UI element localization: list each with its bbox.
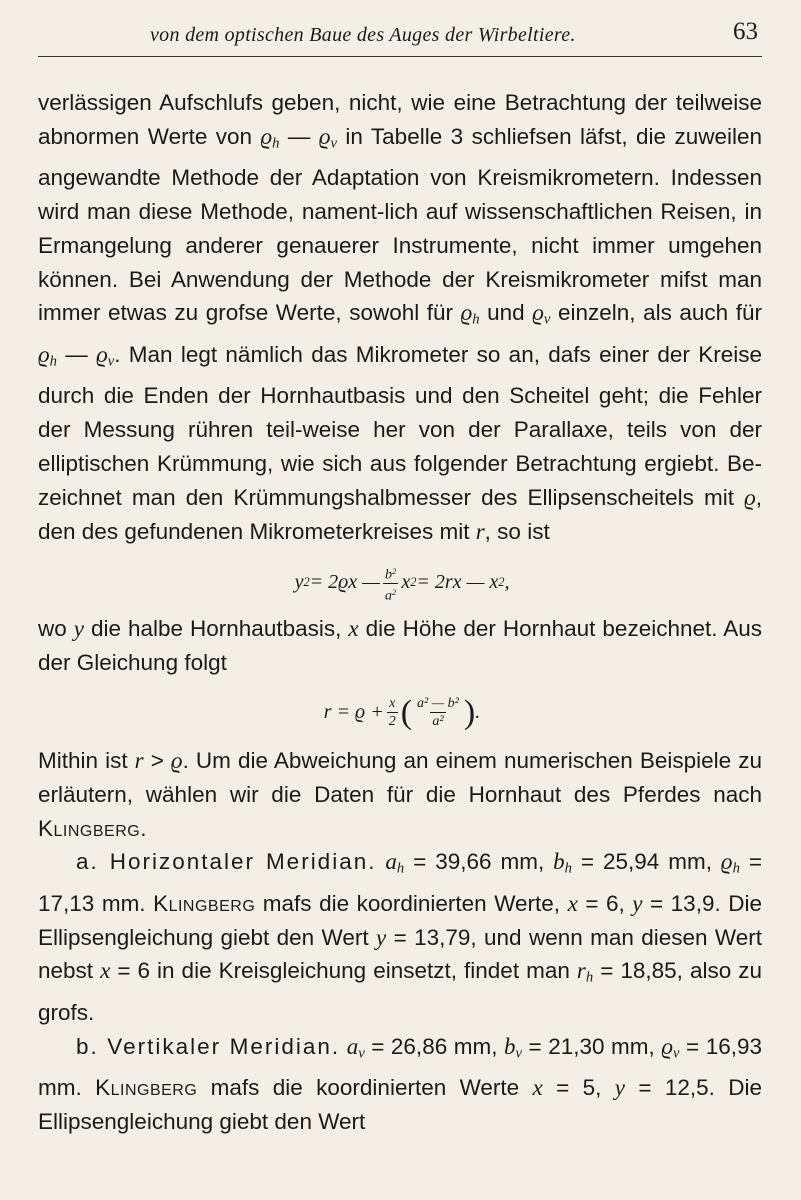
paragraph-1: verlässigen Aufschlufs geben, nicht, wie eine Betrachtung der teilweise abnormen Werte von $ϱ_h$ — $ϱ_v$ in Tabelle 3 schliefsen läfst, die zuweilen angewandte Methode der Adaptation von Kreismikrometern. Indessen wird man diese Methode, nament-lich auf wissenschaftlichen Reisen, in Ermangelung anderer genauerer Instrumente, nicht immer umgehen können. Bei Anwendung der Methode der Kreismikrometer mifst man immer etwas zu grofse Werte, sowohl für $ϱ_h$ und $ϱ_v$ einzeln, als auch für $ϱ_h$ — $ϱ_v$. Man legt nämlich das Mikrometer so an, dafs einer der Kreise durch die Enden der Hornhautbasis und den Scheitel geht; die Fehler der Messung rühren teil-weise her von der Parallaxe, teils von der elliptischen Krümmung, wie sich aus folgender Betrachtung ergiebt. Be-zeichnet man den Krümmungshalbmesser des Ellipsenscheitels mit ϱ, den des gefundenen Mikrometerkreises mit r, so ist [38,90,762,544]
fraction-a2-b2-over-a2: $\frac{\text{a² — b²}}{\text{a²}}$ [417,696,459,730]
author-name: Klingberg [95,1075,198,1101]
page-header [0,10,801,50]
author-name: Klingberg [38,815,141,841]
paragraph-2: wo y die halbe Hornhautbasis, x die Höhe der Hornhaut bezeichnet. Aus der Gleichung folgt [38,616,763,676]
paragraph-horizontal-meridian: a. Horizontaler Meridian. $a_h = 39,66$ mm, $b_h = 25,94$ mm, $ϱ_h = 17,13$ mm. Klingberg mafs die koordinierten Werte, x = 6, y = 13,9. Die Ellipsengleichung giebt den Wert y = 13,79, und wenn man diesen Wert nebst x = 6 in die Kreisgleichung einsetzt, findet man $r_h = 18,85$, also zu grofs. [38,849,763,1025]
running-title: von dem optischen Baue des Auges der Wirbeltiere. [150,24,576,46]
paragraph-3: Mithin ist r > ϱ. Um die Abweichung an einem numerischen Beispiele zu erläutern, wählen wir die Daten für die Hornhaut des Pferdes nach Klingberg. [38,747,762,841]
paragraph-vertical-meridian: b. Vertikaler Meridian. $a_v = 26,86$ mm, $b_v = 21,30$ mm, $ϱ_v = 16,93$ mm. Klingberg mafs die koordinierten Werte x = 5, y = 12,5. Die Ellipsengleichung giebt den Wert [38,1033,763,1134]
fraction-x-2: $\frac{x}{2}$ [388,696,396,730]
page-number: 63 [733,18,758,45]
page-body [38,86,762,1139]
header-rule [38,56,762,57]
ellipse-equation: y 2 = 2ϱx — $\frac{b^2}{a^2}$ x 2 = 2rx — x 2 , [38,554,762,612]
fraction-b2-a2: $\frac{b^2}{a^2}$ [384,565,397,604]
author-name: Klingberg [153,890,256,916]
radius-equation: r = ϱ + $\frac{x}{2}$ ( $\frac{\text{a² — b²}}{\text{a²}}$ ) . [323,694,481,732]
